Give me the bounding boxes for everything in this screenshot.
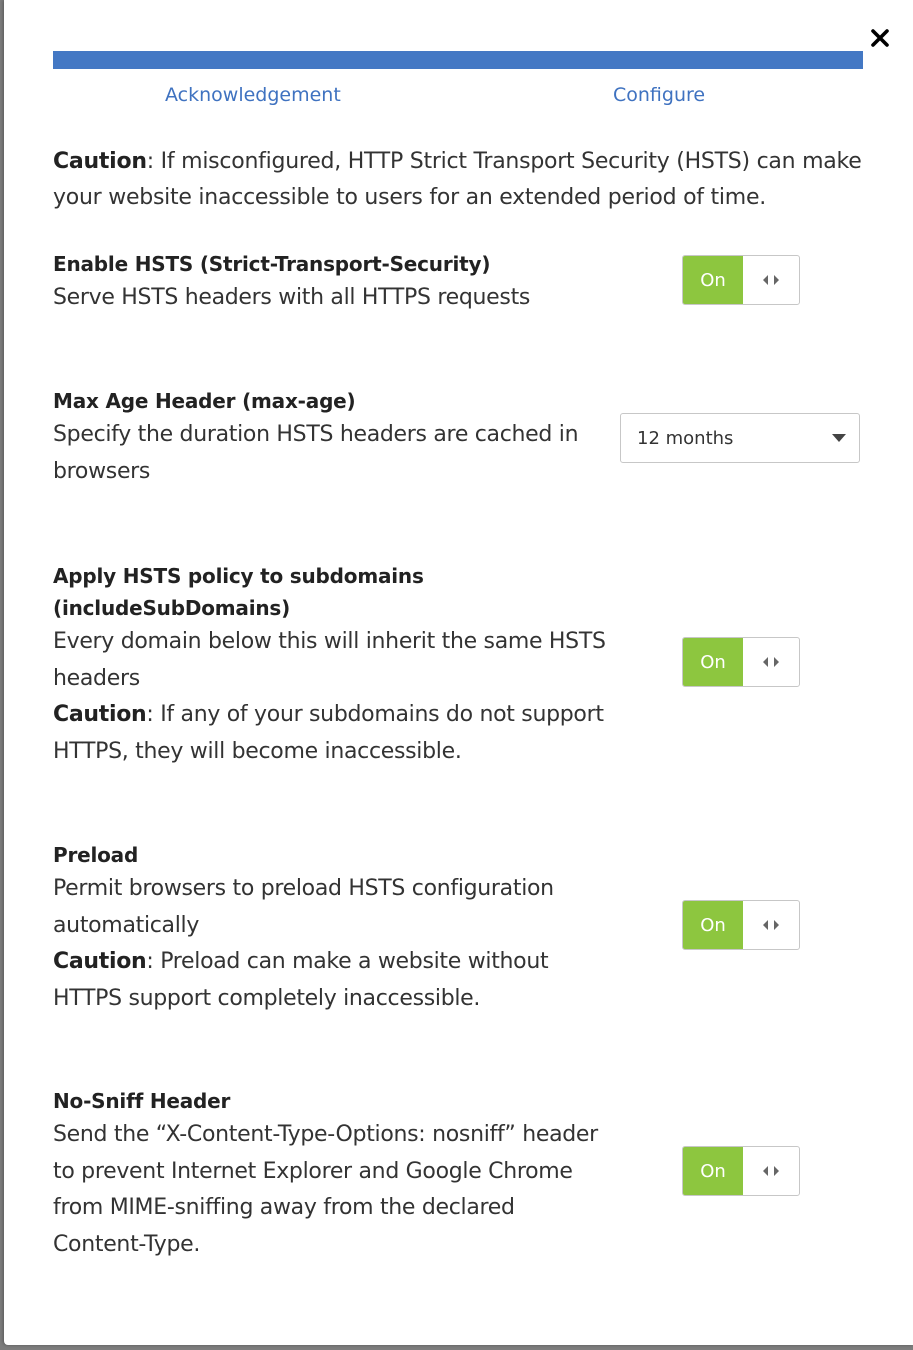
close-button[interactable] [866, 24, 894, 52]
close-icon [870, 28, 890, 48]
enable-hsts-toggle[interactable] [682, 255, 800, 305]
toggle-arrows-icon [762, 1165, 780, 1177]
setting-max-age [53, 385, 613, 490]
setting-title: Enable HSTS (Strict-Transport-Security) [53, 252, 491, 276]
max-age-select[interactable] [620, 413, 860, 463]
toggle-arrows-icon [762, 656, 780, 668]
step-acknowledgement[interactable]: Acknowledgement [165, 84, 341, 106]
setting-description: Specify the duration HSTS headers are cached in browsers [53, 422, 579, 484]
hsts-modal [4, 0, 913, 1345]
include-subdomains-toggle[interactable] [682, 637, 800, 687]
toggle-on-label: On [683, 256, 743, 304]
toggle-handle[interactable] [743, 1147, 799, 1195]
setting-preload [53, 839, 613, 1017]
caution-label: Caution [53, 702, 147, 727]
caution-label: Caution [53, 149, 147, 174]
setting-description-text: Permit browsers to preload HSTS configuration automatically [53, 876, 554, 938]
toggle-handle[interactable] [743, 638, 799, 686]
caution-label: Caution [53, 949, 147, 974]
caution-text: : If misconfigured, HTTP Strict Transport Security (HSTS) can make your website inaccessible to users for an extended period of time. [53, 149, 862, 210]
setting-description [53, 871, 613, 1017]
setting-nosniff [53, 1085, 613, 1263]
toggle-handle[interactable] [743, 256, 799, 304]
caution-text: : Preload can make a website without HTTPS support completely inaccessible. [53, 949, 549, 1011]
setting-description-text: Every domain below this will inherit the same HSTS headers [53, 629, 606, 691]
setting-include-subdomains [53, 560, 613, 770]
setting-title: No-Sniff Header [53, 1089, 231, 1113]
toggle-handle[interactable] [743, 901, 799, 949]
nosniff-toggle[interactable] [682, 1146, 800, 1196]
step-configure[interactable]: Configure [613, 84, 706, 106]
max-age-selected-value: 12 months [637, 427, 734, 449]
setting-description: Send the “X-Content-Type-Options: nosniff” header to prevent Internet Explorer and Google Chrome from MIME-sniffing away from the declared Content-Type. [53, 1122, 598, 1257]
intro-caution [53, 144, 883, 216]
caution-text: : If any of your subdomains do not support HTTPS, they will become inaccessible. [53, 702, 604, 764]
toggle-on-label: On [683, 1147, 743, 1195]
setting-description [53, 624, 613, 770]
toggle-on-label: On [683, 901, 743, 949]
setting-title: Apply HSTS policy to subdomains (includeSubDomains) [53, 564, 424, 620]
chevron-down-icon [831, 433, 847, 443]
setting-title: Preload [53, 843, 139, 867]
wizard-progress-bar [53, 51, 863, 69]
setting-enable-hsts [53, 248, 613, 317]
toggle-arrows-icon [762, 919, 780, 931]
toggle-on-label: On [683, 638, 743, 686]
preload-toggle[interactable] [682, 900, 800, 950]
toggle-arrows-icon [762, 274, 780, 286]
setting-title: Max Age Header (max-age) [53, 389, 356, 413]
setting-description: Serve HSTS headers with all HTTPS requests [53, 285, 531, 310]
